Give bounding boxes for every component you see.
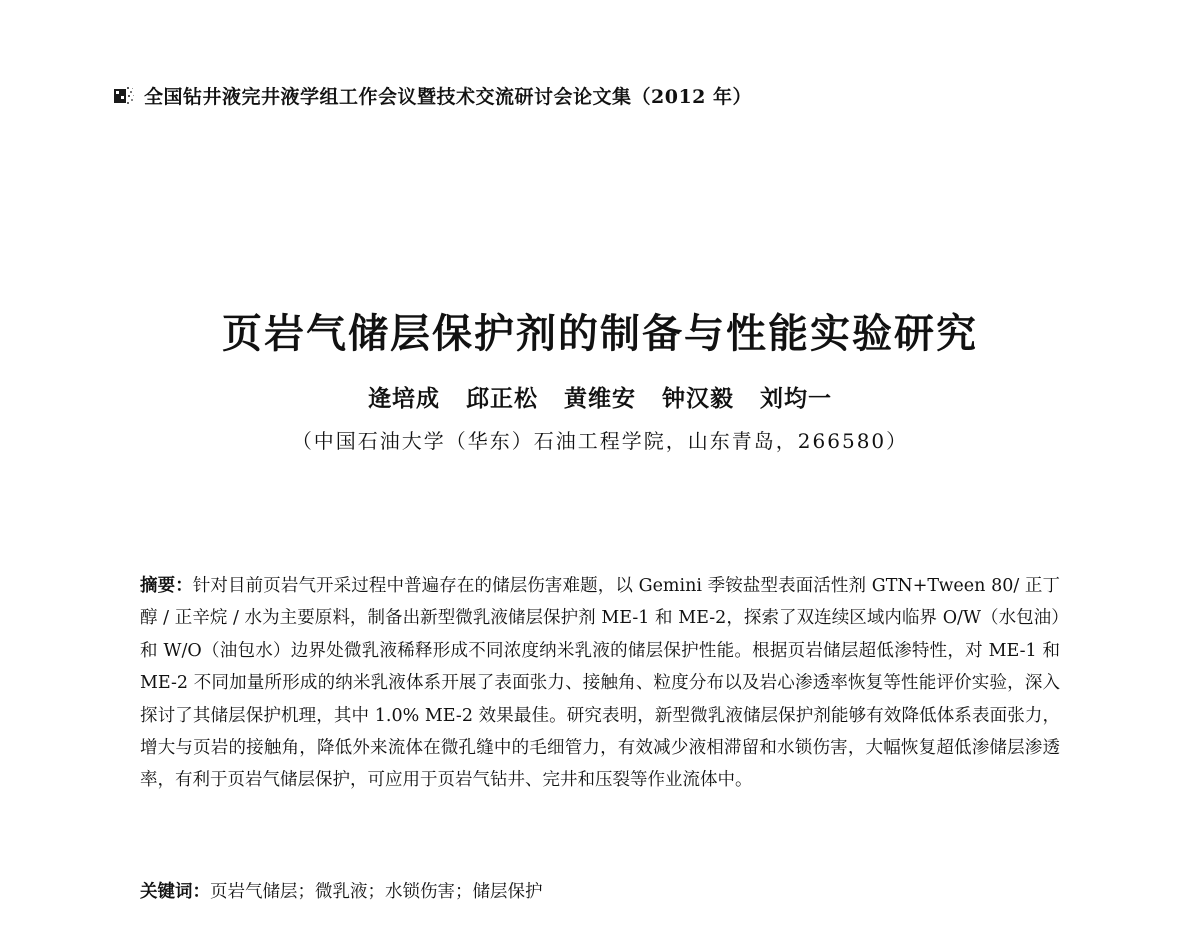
- abstract-text: 针对目前页岩气开采过程中普遍存在的储层伤害难题，以 Gemini 季铵盐型表面活性剂 GTN+Tween 80/ 正丁醇 / 正辛烷 / 水为主要原料，制备出新型微乳液储层保护剂 ME-1 和 ME-2，探索了双连续区域内临界 O/W（水包油）和 W/O（油包水）边界处微乳液稀释形成不同浓度纳米乳液的储层保护性能。根据页岩储层超低渗特性，对 ME-1 和 ME-2 不同加量所形成的纳米乳液体系开展了表面张力、接触角、粒度分布以及岩心渗透率恢复等性能评价实验，深入探讨了其储层保护机理，其中 1.0% ME-2 效果最佳。研究表明，新型微乳液储层保护剂能够有效降低体系表面张力，增大与页岩的接触角，降低外来流体在微孔缝中的毛细管力，有效减少液相滞留和水锁伤害，大幅恢复超低渗储层渗透率，有利于页岩气储层保护，可应用于页岩气钻井、完井和压裂等作业流体中。: [140, 576, 1061, 791]
- author-name: 逄培成: [368, 385, 440, 412]
- paper-title: 页岩气储层保护剂的制备与性能实验研究: [222, 310, 978, 357]
- ornament-mark-icon: [112, 85, 136, 107]
- running-header: [112, 82, 752, 109]
- author-name: 邱正松: [466, 385, 538, 412]
- author-list: [0, 380, 1200, 413]
- author-name: 黄维安: [564, 385, 636, 412]
- abstract-label: 摘要：: [140, 576, 193, 596]
- keywords-line: [140, 876, 1060, 908]
- author-name: 刘均一: [760, 385, 832, 412]
- author-name: 钟汉毅: [662, 385, 734, 412]
- abstract-paragraph: [140, 570, 1060, 797]
- author-affiliation: （中国石油大学（华东）石油工程学院，山东青岛，266580）: [291, 429, 909, 453]
- proceedings-title: 全国钻井液完井液学组工作会议暨技术交流研讨会论文集（2012 年）: [144, 86, 752, 108]
- keywords-label: 关键词：: [140, 882, 210, 902]
- keywords-text: 页岩气储层；微乳液；水锁伤害；储层保护: [210, 882, 543, 902]
